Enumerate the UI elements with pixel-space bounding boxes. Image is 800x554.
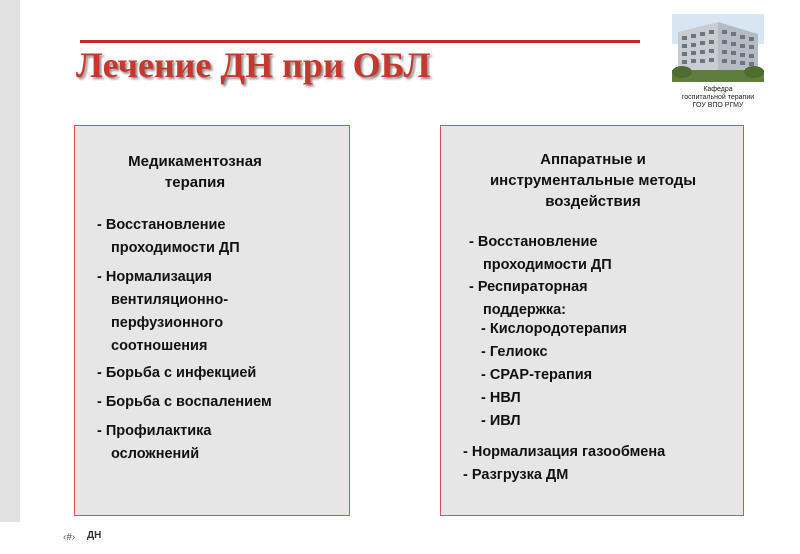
- panel-heading-line: инструментальные методы: [489, 172, 697, 189]
- list-item-text: - Восстановление: [97, 217, 226, 233]
- list-item: [481, 364, 592, 387]
- list-item-text: - НВЛ: [481, 390, 521, 406]
- department-logo: [668, 14, 768, 114]
- list-item: [463, 441, 665, 464]
- slide-title: Лечение ДН при ОБЛ: [76, 45, 431, 85]
- list-item: [469, 276, 588, 322]
- list-item-text: осложнений: [111, 446, 200, 462]
- list-item-text: - CPAP-терапия: [481, 367, 593, 383]
- list-item-text: - Респираторная: [469, 279, 588, 295]
- list-item-text: соотношения: [111, 338, 208, 354]
- list-item-text: - Борьба с инфекцией: [97, 365, 257, 381]
- list-item-text: проходимости ДП: [111, 240, 240, 256]
- title-rule: [80, 40, 640, 43]
- list-item: [97, 362, 256, 385]
- list-item-text: - Кислородотерапия: [481, 321, 628, 337]
- list-item-text: - Нормализация: [97, 269, 212, 285]
- instrumental-methods-panel: [440, 125, 744, 516]
- hospital-building-icon: [672, 14, 764, 82]
- panel-heading: [95, 151, 295, 193]
- list-item-text: - Борьба с воспалением: [97, 394, 272, 410]
- list-item: [481, 410, 521, 433]
- list-item-text: - Восстановление: [469, 234, 598, 250]
- left-side-strip: [0, 0, 20, 522]
- list-item: [469, 231, 612, 277]
- list-item: [481, 341, 548, 364]
- slide-number: ‹#›: [63, 532, 76, 543]
- list-item: [97, 214, 240, 260]
- list-item: [97, 420, 211, 466]
- list-item: [481, 318, 627, 341]
- panel-heading-line: терапия: [164, 174, 226, 191]
- list-item: [97, 266, 228, 358]
- list-item-text: - Разгрузка ДМ: [463, 467, 569, 483]
- footer-label: ДН: [87, 530, 102, 541]
- list-item-text: - ИВЛ: [481, 413, 521, 429]
- medication-therapy-panel: [74, 125, 350, 516]
- list-item-text: - Нормализация газообмена: [463, 444, 666, 460]
- logo-caption: [668, 86, 768, 110]
- logo-caption-line: ГОУ ВПО РГМУ: [692, 102, 744, 109]
- list-item-text: перфузионного: [111, 315, 224, 331]
- panel-heading-line: Медикаментозная: [128, 153, 262, 170]
- panel-heading-line: воздействия: [545, 193, 641, 210]
- list-item-text: проходимости ДП: [483, 257, 612, 273]
- list-item: [463, 464, 568, 487]
- list-item-text: - Гелиокс: [481, 344, 548, 360]
- slide-footer: [0, 524, 800, 554]
- list-item-text: - Профилактика: [97, 423, 212, 439]
- panel-heading: [451, 149, 735, 212]
- logo-caption-line: Кафедра: [703, 86, 733, 93]
- list-item-text: поддержка:: [483, 302, 566, 318]
- panel-heading-line: Аппаратные и: [540, 151, 646, 168]
- list-item-text: вентиляционно-: [111, 292, 229, 308]
- list-item: [97, 391, 272, 414]
- list-item: [481, 387, 521, 410]
- logo-caption-line: госпитальной терапии: [681, 94, 755, 101]
